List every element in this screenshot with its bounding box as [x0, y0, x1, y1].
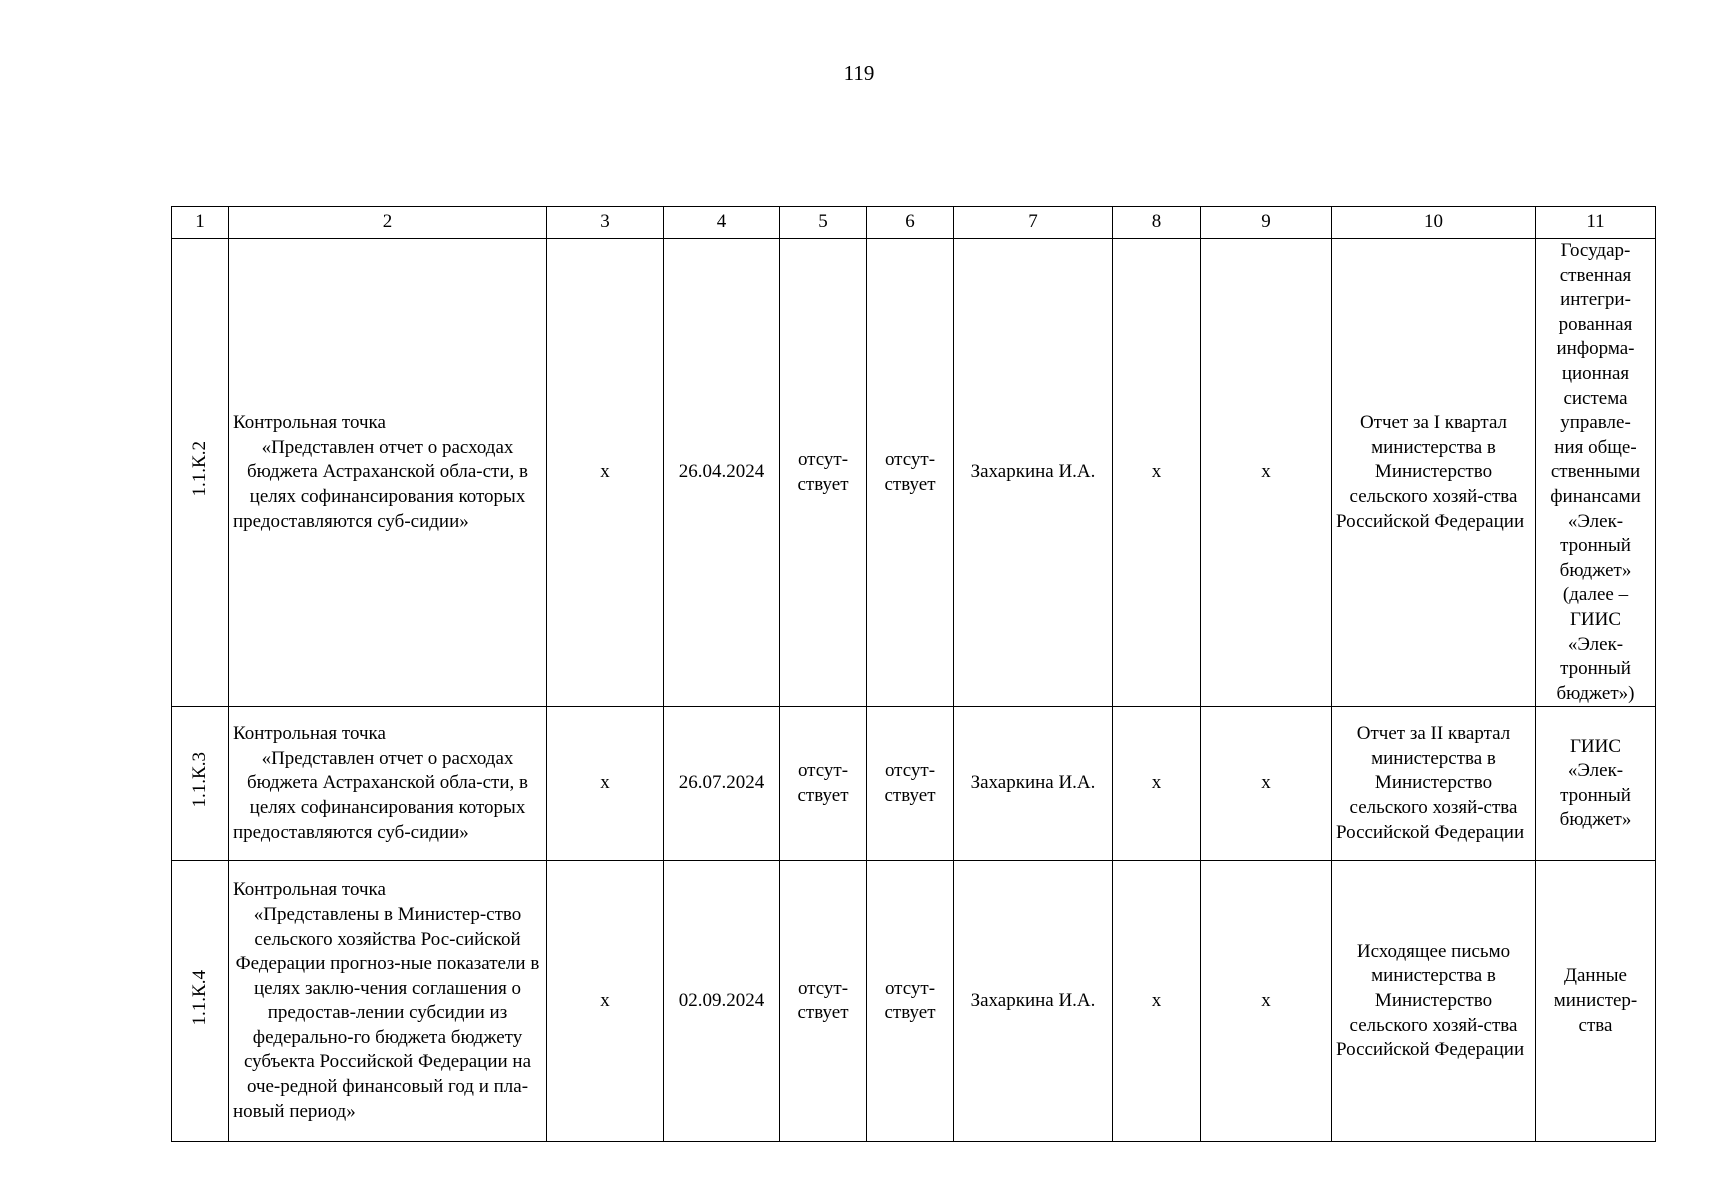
source-text: Государ- ственная интегри- рованная информа- ционная система управле- ния обще- ственными финансами «Элек- тронный бюджет» (далее – ГИИС «Элек- тронный бюджет») [1550, 240, 1641, 704]
col6-text: отсут- ствует [884, 760, 936, 806]
col8-cell: х [1113, 239, 1201, 707]
column-number: 9 [1201, 207, 1332, 239]
row-code: 1.1.К.2 [189, 441, 210, 497]
col6-text: отсут- ствует [884, 449, 936, 495]
source-cell [1536, 861, 1656, 1142]
column-number: 8 [1113, 207, 1201, 239]
description-text: Контрольная точка «Представлены в Министер-ство сельского хозяйства Рос-сийской Федерации прогноз-ные показатели в целях заклю-чения соглашения о предостав-лении субсидии из федерально-го бюджета бюджету субъекта Российской Федерации на оче-редной финансовый год и пла-новый период» [233, 879, 540, 1122]
col5-text: отсут- ствует [797, 449, 849, 495]
page-number: 119 [843, 61, 875, 85]
description-cell [229, 239, 547, 707]
table-row [172, 239, 1656, 707]
column-number: 3 [547, 207, 664, 239]
col5-cell [780, 861, 867, 1142]
col6-cell [867, 707, 954, 861]
col9-cell: х [1201, 861, 1332, 1142]
source-text: ГИИС «Элек- тронный бюджет» [1559, 735, 1632, 831]
source-cell [1536, 239, 1656, 707]
col3-cell: х [547, 239, 664, 707]
col9-cell: х [1201, 239, 1332, 707]
responsible-cell: Захаркина И.А. [954, 239, 1113, 707]
col5-cell [780, 707, 867, 861]
description-text: Контрольная точка «Представлен отчет о расходах бюджета Астраханской обла-сти, в целях софинансирования которых предоставляются суб-сидии» [233, 412, 529, 532]
column-number: 11 [1536, 207, 1656, 239]
description-cell [229, 707, 547, 861]
row-code-cell [172, 707, 229, 861]
column-number: 4 [664, 207, 780, 239]
column-number: 2 [229, 207, 547, 239]
row-code: 1.1.К.4 [189, 969, 210, 1026]
result-cell: Отчет за II квартал министерства в Министерство сельского хозяй-ства Российской Федерации [1332, 707, 1536, 861]
responsible-cell: Захаркина И.А. [954, 707, 1113, 861]
result-cell: Отчет за I квартал министерства в Министерство сельского хозяй-ства Российской Федерации [1332, 239, 1536, 707]
source-cell [1536, 707, 1656, 861]
col3-cell: х [547, 707, 664, 861]
col9-cell: х [1201, 707, 1332, 861]
col6-cell [867, 861, 954, 1142]
col6-cell [867, 239, 954, 707]
column-number-row [172, 207, 1656, 239]
col3-cell: х [547, 861, 664, 1142]
date-cell: 26.04.2024 [664, 239, 780, 707]
col6-text: отсут- ствует [884, 977, 936, 1024]
description-text: Контрольная точка «Представлен отчет о расходах бюджета Астраханской обла-сти, в целях софинансирования которых предоставляются суб-сидии» [233, 723, 529, 843]
result-cell: Исходящее письмо министерства в Министерство сельского хозяй-ства Российской Федерации [1332, 861, 1536, 1142]
row-code-cell [172, 861, 229, 1142]
date-cell: 26.07.2024 [664, 707, 780, 861]
col5-text: отсут- ствует [797, 977, 849, 1024]
col5-cell [780, 239, 867, 707]
column-number: 6 [867, 207, 954, 239]
column-number: 10 [1332, 207, 1536, 239]
column-number: 7 [954, 207, 1113, 239]
table-row [172, 861, 1656, 1142]
col5-text: отсут- ствует [797, 760, 849, 806]
responsible-cell: Захаркина И.А. [954, 861, 1113, 1142]
column-number: 1 [172, 207, 229, 239]
col8-cell: х [1113, 861, 1201, 1142]
control-points-table [171, 206, 1656, 1142]
table-row [172, 707, 1656, 861]
column-number: 5 [780, 207, 867, 239]
date-cell: 02.09.2024 [664, 861, 780, 1142]
col8-cell: х [1113, 707, 1201, 861]
source-text: Данные министер- ства [1553, 965, 1638, 1036]
row-code-cell [172, 239, 229, 707]
row-code: 1.1.К.3 [189, 752, 210, 808]
description-cell [229, 861, 547, 1142]
